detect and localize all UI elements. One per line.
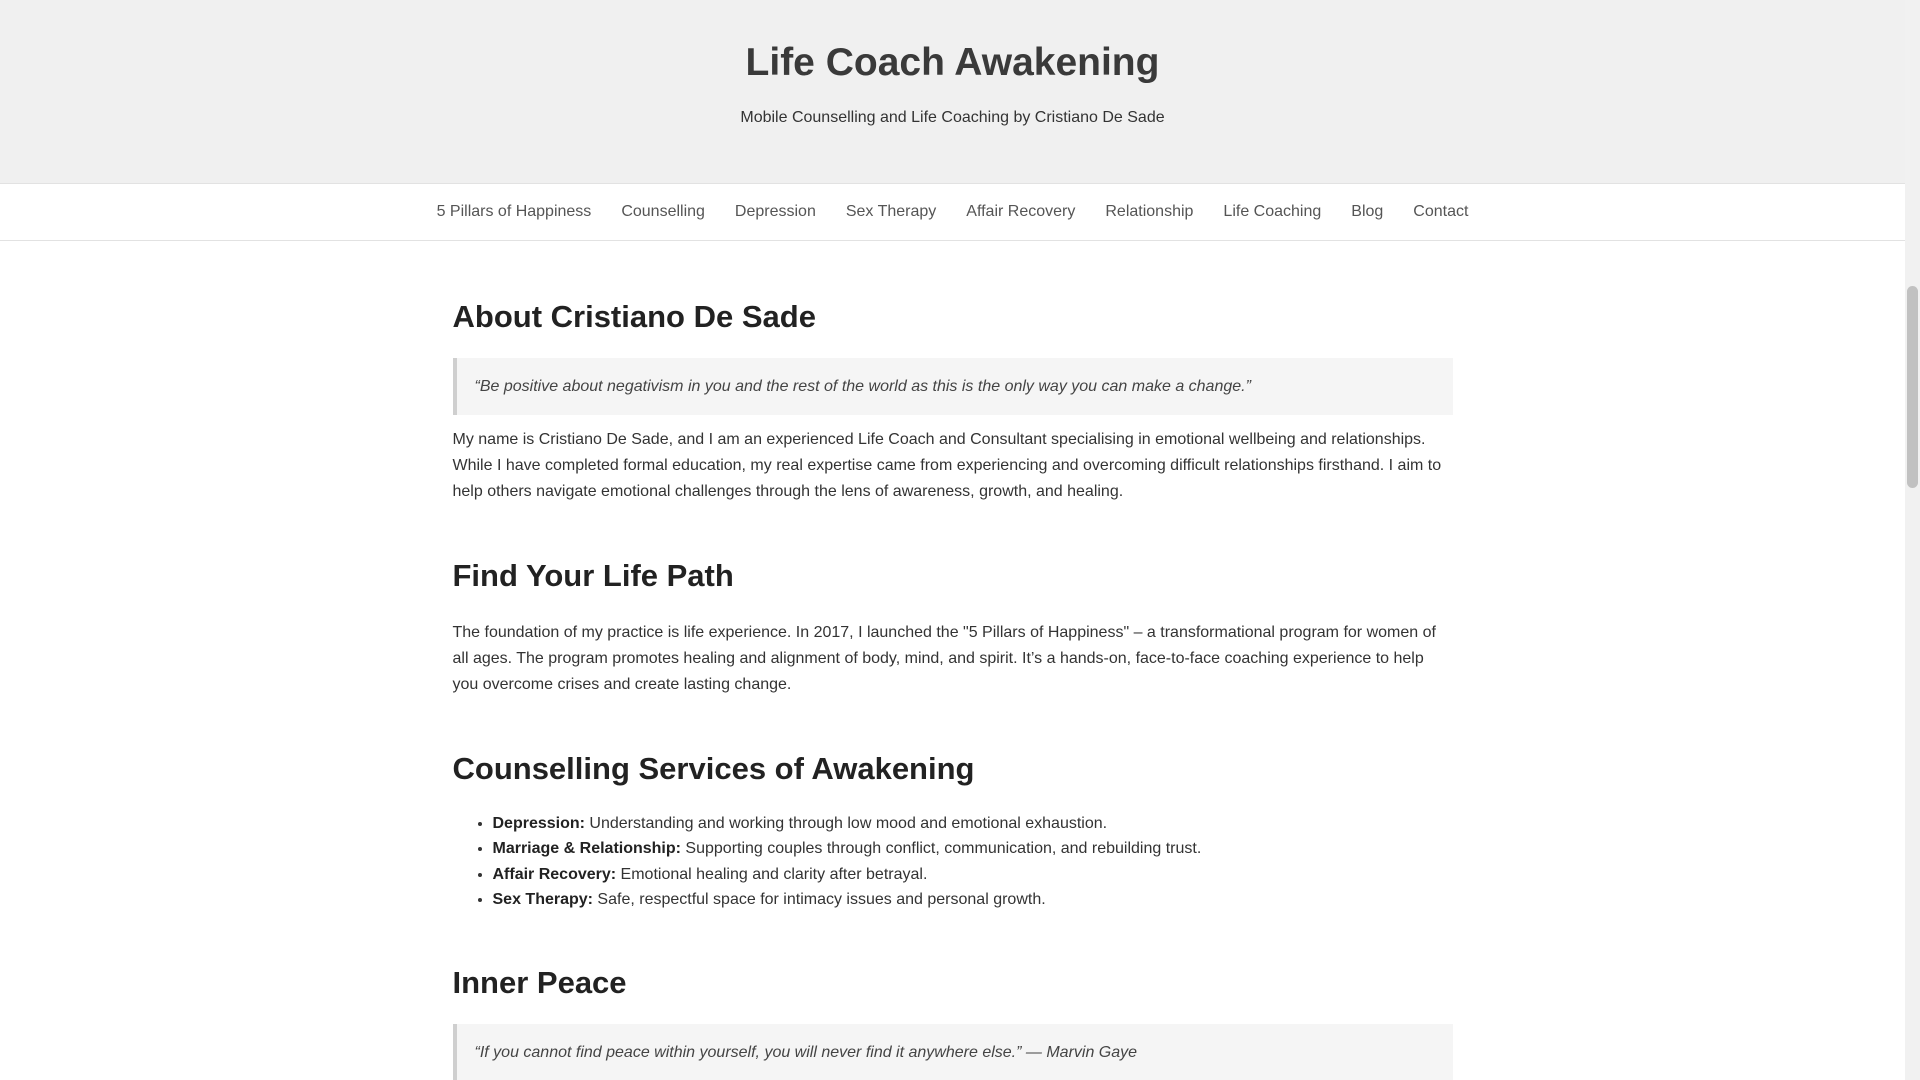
nav-item-counselling[interactable]: Counselling	[621, 203, 705, 220]
nav-item-affair-recovery[interactable]: Affair Recovery	[966, 203, 1076, 220]
life-path-heading: Find Your Life Path	[452, 558, 734, 593]
service-term: Marriage & Relationship:	[492, 840, 681, 858]
service-term: Affair Recovery:	[492, 865, 617, 883]
nav-item-contact[interactable]: Contact	[1413, 203, 1469, 220]
list-item	[493, 811, 1453, 836]
service-description: Emotional healing and clarity after betrayal.	[616, 865, 928, 883]
service-description: Supporting couples through conflict, communication, and rebuilding trust.	[680, 840, 1202, 858]
inner-peace-quote	[453, 1024, 1453, 1080]
nav-item-blog[interactable]: Blog	[1351, 203, 1384, 220]
service-term: Sex Therapy:	[492, 890, 593, 908]
main-content	[453, 241, 1453, 1080]
service-description: Safe, respectful space for intimacy issues and personal growth.	[592, 890, 1046, 908]
nav-item-life-coaching[interactable]: Life Coaching	[1223, 203, 1322, 220]
nav-item-sex-therapy[interactable]: Sex Therapy	[845, 203, 937, 220]
life-path-paragraph: The foundation of my practice is life experience. In 2017, I launched the "5 Pillars of Happiness" – a transformational program for women of all ages. The program promotes healing and alignment of body, mind, and spirit. It’s a hands-on, face-to-face coaching experience to help you overcome crises and create lasting change.	[452, 624, 1436, 693]
inner-peace-heading: Inner Peace	[452, 965, 627, 1001]
page-scrollbar[interactable]	[1905, 0, 1920, 1080]
scrollbar-thumb[interactable]	[1907, 286, 1918, 488]
services-heading: Counselling Services of Awakening	[452, 751, 975, 786]
about-paragraph: My name is Cristiano De Sade, and I am an experienced Life Coach and Consultant specialising in emotional wellbeing and relationships. While I have completed formal education, my real expertise came from experiencing and overcoming difficult relationships firsthand. I aim to help others navigate emotional challenges through the lens of awareness, growth, and healing.	[452, 431, 1442, 500]
inner-peace-quote-text: “If you cannot find peace within yourself, you will never find it anywhere else.” — Marvin Gaye	[474, 1043, 1138, 1061]
site-title[interactable]: Life Coach Awakening	[745, 41, 1160, 84]
list-item	[493, 862, 1453, 887]
about-heading: About Cristiano De Sade	[452, 299, 816, 334]
services-list	[453, 811, 1453, 912]
nav-item-relationship[interactable]: Relationship	[1105, 203, 1194, 220]
site-header	[0, 0, 1905, 184]
about-quote	[453, 358, 1453, 415]
nav-item-depression[interactable]: Depression	[734, 203, 816, 220]
main-nav	[0, 184, 1905, 241]
list-item	[493, 887, 1453, 912]
nav-item-5-pillars[interactable]: 5 Pillars of Happiness	[436, 203, 592, 220]
site-tagline: Mobile Counselling and Life Coaching by Cristiano De Sade	[740, 109, 1165, 126]
service-term: Depression:	[492, 815, 585, 832]
list-item	[493, 836, 1453, 861]
about-quote-text: “Be positive about negativism in you and the rest of the world as this is the only way you can make a change.”	[474, 377, 1251, 395]
service-description: Understanding and working through low mood and emotional exhaustion.	[584, 815, 1108, 832]
